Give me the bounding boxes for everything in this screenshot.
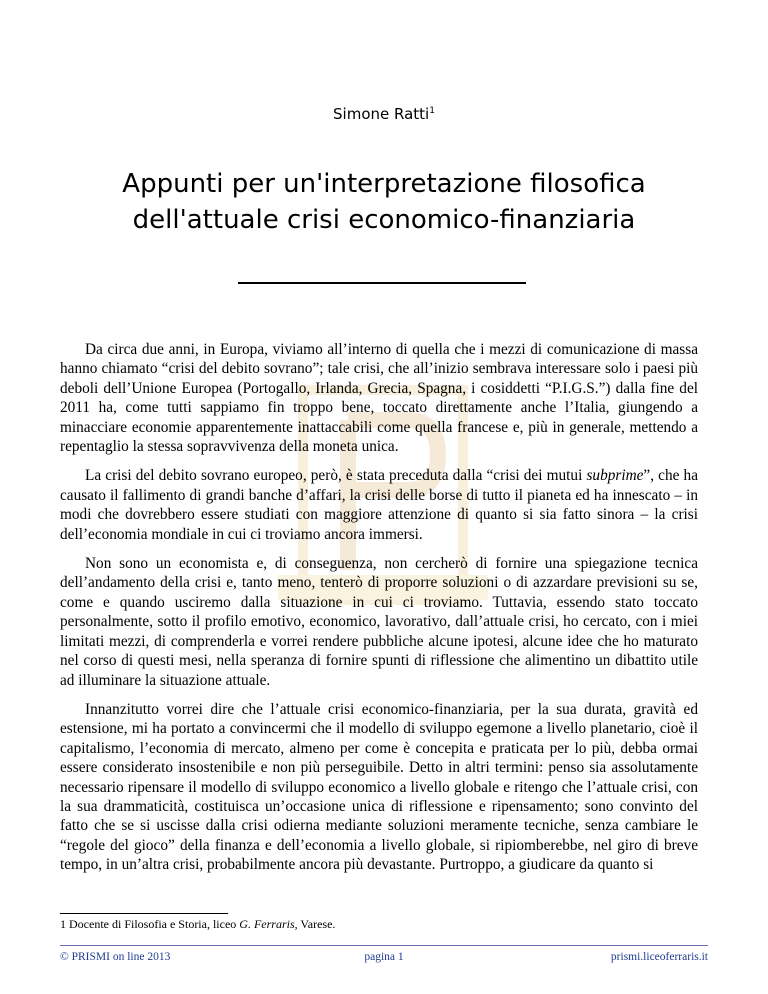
- footnote-divider: [60, 913, 228, 914]
- author-line: [0, 105, 768, 123]
- page-footer: [60, 951, 708, 967]
- paragraph-1: Da circa due anni, in Europa, viviamo all’interno di quella che i mezzi di comunicazione di massa hanno chiamato “crisi del debito sovrano”; tale crisi, che all’inizio sembrava interessare solo i paesi più deboli dell’Unione Europea (Portogallo, Irlanda, Grecia, Spagna, i cosiddetti “P.I.G.S.”) dalla fine del 2011 ha, come tutti sappiamo fin troppo bene, toccato direttamente anche l’Italia, giungendo a minacciare economie apparentemente inattaccabili come quella francese e, più in generale, mettendo a repentaglio la stessa sopravvivenza della moneta unica.: [60, 341, 698, 456]
- paragraph-2: [60, 466, 698, 544]
- footer-page-number: pagina 1: [364, 951, 404, 963]
- footer-divider: [60, 945, 708, 946]
- author-footnote-marker[interactable]: 1: [429, 106, 435, 116]
- author-name: Simone Ratti: [333, 105, 430, 123]
- paragraph-3: Non sono un economista e, di conseguenza, non cercherò di fornire una spiegazione tecnica dell’andamento della crisi e, tanto meno, tenterò di proporre soluzioni o di azzardare previsioni su se, come e quando usciremo dalla situazione in cui ci troviamo. Tuttavia, essendo stato toccato personalmente, sotto il profilo emotivo, economico, lavorativo, dall’attuale crisi, ho cercato, con i miei limitati mezzi, di comprenderla e vorrei rendere pubbliche alcune ipotesi, alcune idee che ho maturato nel corso di questi mesi, nella speranza di fornire spunti di riflessione che alimentino un dibattito utile ad illuminare la situazione attuale.: [60, 555, 698, 689]
- footnote-italic: G. Ferraris: [239, 917, 295, 931]
- paragraph-2-end: ”, che ha causato il fallimento di grandi banche d’affari, la crisi delle borse di tutto il pianeta ed ha innescato – in modi che dovrebbero essere studiati con maggiore attenzione di quanto si sia fatto sinora – la crisi dell’economia mondiale in cui ci troviamo ancora immersi.: [60, 467, 698, 543]
- footnote: [60, 917, 708, 932]
- title-line-2: dell'attuale crisi economico-finanziaria: [132, 205, 636, 235]
- paragraph-4: Innanzitutto vorrei dire che l’attuale crisi economico-finanziaria, per la sua durata, gravità ed estensione, mi ha portato a convincermi che il modello di sviluppo egemone a livello planetario, cioè il capitalismo, l’economia di mercato, almeno per come è concepita e praticata per lo più, debba ormai essere considerato insostenibile e non più perseguibile. Detto in altri termini: penso sia assolutamente necessario ripensare il modello di sviluppo economico a livello globale e ritengo che l’attuale crisi, con la sua drammaticità, costituisca un’occasione unica di riflessione e ripensamento; sono convinto del fatto che se si uscisse dalla crisi odierna mediante soluzioni meramente tecniche, senza cambiare le “regole del gioco” della finanza e dell’economia a livello globale, si ripiomberebbe, nel giro di breve tempo, in un’altra crisi, probabilmente ancora più devastante. Purtroppo, a giudicare da quanto si: [60, 700, 698, 874]
- article-body: [60, 340, 698, 875]
- paragraph-2-start: La crisi del debito sovrano europeo, però, è stata preceduta dalla “crisi dei mutui: [85, 467, 587, 485]
- title-line-1: Appunti per un'interpretazione filosofica: [122, 169, 646, 199]
- footnote-end: , Varese.: [294, 917, 336, 931]
- footnote-start: 1 Docente di Filosofia e Storia, liceo: [60, 917, 240, 931]
- footer-copyright: © PRISMI on line 2013: [60, 951, 171, 963]
- footer-website-link[interactable]: prismi.liceoferraris.it: [610, 951, 708, 963]
- paragraph-2-italic-term: subprime: [586, 467, 644, 485]
- title-divider: [238, 282, 526, 284]
- page-title: [60, 166, 708, 238]
